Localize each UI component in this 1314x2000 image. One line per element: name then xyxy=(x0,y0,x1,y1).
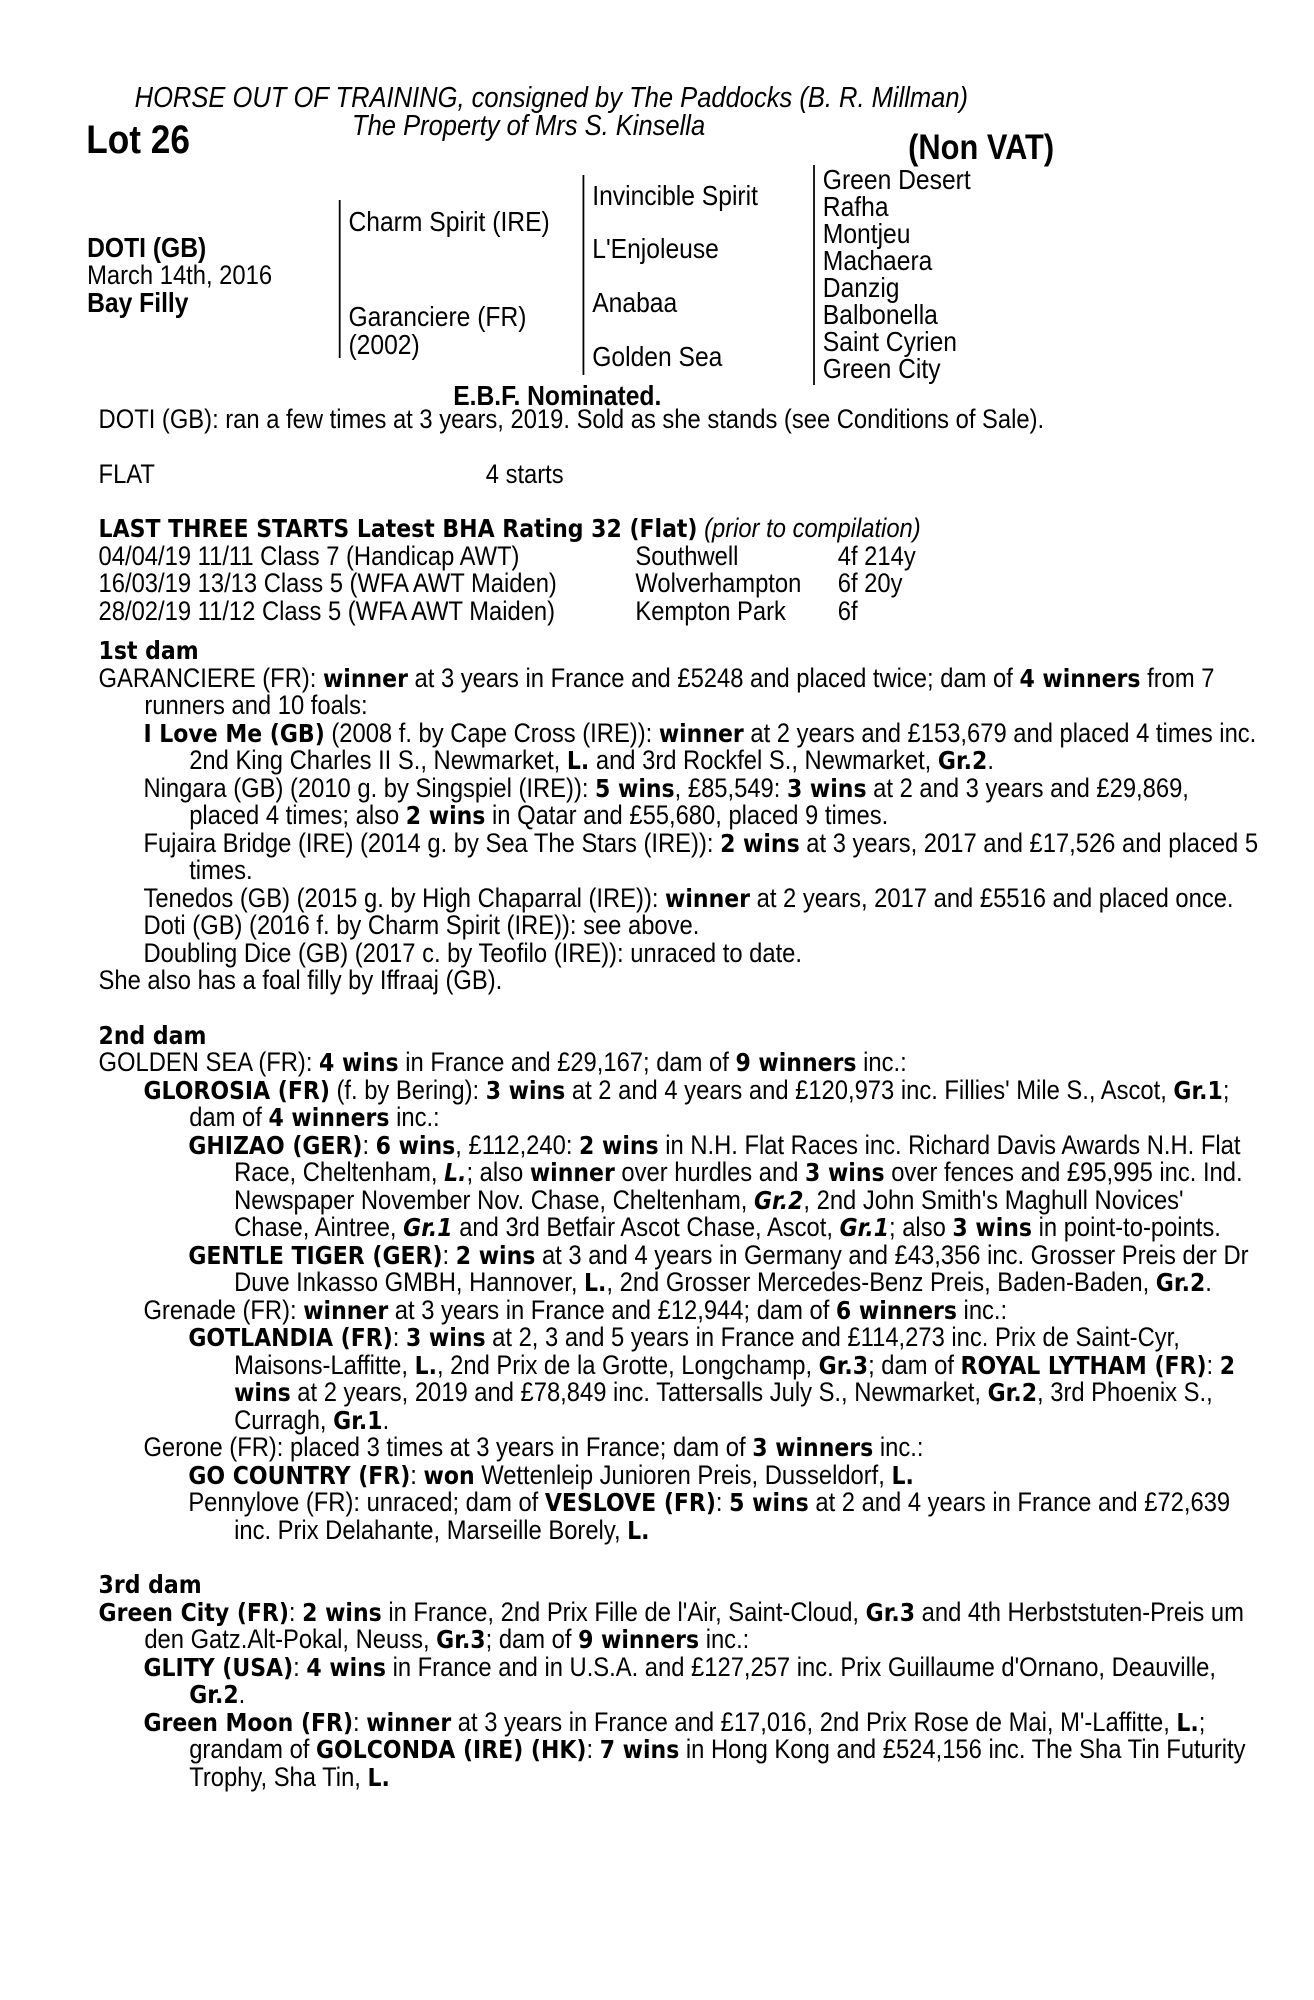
dam1-foal-note: She also has a foal filly by Iffraaj (GB). xyxy=(98,965,503,995)
pedigree-gen4: Green City xyxy=(822,353,941,384)
text: , 2nd Grosser Mercedes-Benz Preis, Baden-Baden, xyxy=(606,1267,1156,1297)
text: . xyxy=(987,745,994,775)
pedigree-dam: Garanciere (FR) xyxy=(348,301,527,332)
text: over hurdles and xyxy=(614,1157,806,1187)
race-course: Southwell xyxy=(635,540,739,571)
text: Gerone (FR): placed 3 times at 3 years in France; dam of xyxy=(143,1432,753,1462)
text: L. xyxy=(414,1350,437,1380)
text: L. xyxy=(566,746,590,775)
dam2-grandproduce xyxy=(99,1489,1261,1544)
text: GO COUNTRY (FR) xyxy=(188,1460,411,1490)
text: , 2nd John Smith's Maghull Novices' Chase, Aintree, xyxy=(234,1184,1184,1242)
dam2-produce xyxy=(99,1074,1261,1132)
text: 4 wins xyxy=(319,1048,399,1077)
dam2-grandproduce xyxy=(99,1239,1261,1297)
text: at 3 years in France and £17,016, 2nd Prix Rose de Mai, M'-Laffitte, xyxy=(451,1706,1177,1737)
pedigree-gen4: Montjeu xyxy=(822,218,911,249)
text: : xyxy=(586,1734,600,1764)
dam2-grandproduce xyxy=(99,1459,1261,1490)
text: in France and £29,167; dam of xyxy=(398,1047,736,1077)
text: 2 wins xyxy=(405,801,486,830)
lot-number: Lot 26 xyxy=(86,118,190,162)
text: 3 wins xyxy=(405,1323,486,1352)
text: and 4th Herbststuten-Preis um den Gatz.Alt-Pokal, Neuss, xyxy=(144,1596,1244,1654)
text: 7 wins xyxy=(599,1735,680,1764)
text: in France and in U.S.A. and £127,257 inc. Prix Guillaume d'Ornano, Deauville, xyxy=(385,1651,1216,1682)
text: ; dam of xyxy=(189,1074,1230,1132)
text: GOLDEN SEA (FR): xyxy=(98,1047,320,1077)
text: 3 wins xyxy=(485,1075,566,1105)
pedigree-gen3: Golden Sea xyxy=(592,341,723,372)
pedigree-gen4: Green Desert xyxy=(822,164,971,195)
text: in France, 2nd Prix Fille de l'Air, Saint-Cloud, xyxy=(381,1596,866,1627)
dam3-produce xyxy=(99,1651,1261,1709)
flat-starts: 4 starts xyxy=(485,458,564,489)
text: : xyxy=(293,1651,307,1682)
pedigree-gen4: Balbonella xyxy=(822,299,938,330)
last-three-title: LAST THREE STARTS Latest BHA Rating 32 (Flat) xyxy=(98,514,698,543)
pedigree-dam-year: (2002) xyxy=(348,329,420,360)
catalogue-body xyxy=(99,406,1261,1791)
text: . xyxy=(238,1679,246,1709)
dam1-heading: 1st dam xyxy=(98,636,199,665)
text: . xyxy=(1205,1267,1212,1297)
text: 3 wins xyxy=(952,1213,1033,1242)
text: Tenedos (GB) (2015 g. by High Chaparral (IRE)): xyxy=(143,882,666,913)
race-row xyxy=(99,570,1261,598)
text: at 3 years, 2017 and £17,526 and placed 5 times. xyxy=(189,827,1259,885)
text: in Hong Kong and £524,156 inc. The Sha Tin Futurity Trophy, Sha Tin, xyxy=(189,1734,1246,1792)
text: , £85,549: xyxy=(674,772,787,803)
text: inc.: xyxy=(873,1432,924,1462)
dam1-produce: Doubling Dice (GB) (2017 c. by Teofilo (IRE)): unraced to date. xyxy=(143,937,802,968)
text: . xyxy=(382,1404,390,1435)
text: winner xyxy=(529,1158,615,1187)
text: 5 wins xyxy=(729,1488,809,1517)
text: 2 wins xyxy=(579,1130,659,1160)
dam1-produce: Doti (GB) (2016 f. by Charm Spirit (IRE)): see above. xyxy=(143,910,700,940)
dam2-produce xyxy=(99,1434,1261,1462)
dam1-produce xyxy=(99,717,1261,775)
text: ; also xyxy=(466,1157,530,1187)
text: at 2 and 4 years and £120,973 inc. Fillies' Mile S., Ascot, xyxy=(565,1074,1174,1105)
pedigree-sire: Charm Spirit (IRE) xyxy=(348,206,550,237)
text: in point-to-points. xyxy=(1032,1212,1221,1242)
pedigree-line-2 xyxy=(583,175,585,375)
text: and 3rd Rockfel S., Newmarket, xyxy=(589,745,938,775)
text: at 3 years in France and £12,944; dam of xyxy=(388,1294,836,1325)
text: Green City (FR) xyxy=(98,1597,289,1627)
text: Gr.3 xyxy=(436,1625,486,1654)
dam2-heading: 2nd dam xyxy=(98,1020,207,1050)
dam3-produce xyxy=(99,1706,1261,1792)
text: winner xyxy=(366,1707,452,1737)
text: at 2 years and £153,679 and placed 4 times inc. 2nd King Charles II S., Newmarket, xyxy=(189,717,1257,775)
text: Gr.1 xyxy=(839,1213,890,1242)
text: GLOROSIA (FR) xyxy=(143,1075,330,1105)
text: winner xyxy=(665,883,751,913)
text: GOTLANDIA (FR) xyxy=(188,1323,393,1352)
horse-sex: Bay Filly xyxy=(87,287,189,318)
text: in N.H. Flat Races inc. Richard Davis Awards N.H. Flat Race, Cheltenham, xyxy=(234,1129,1241,1187)
text: Pennylove (FR): unraced; dam of xyxy=(188,1487,545,1517)
text: at 2 and 4 years in France and £72,639 inc. Prix Delahante, Marseille Borely, xyxy=(234,1487,1231,1545)
text: Gr.2 xyxy=(987,1378,1038,1407)
text: at 2, 3 and 5 years in France and £114,273 inc. Prix de Saint-Cyr, Maisons-Laffitte, xyxy=(234,1322,1180,1380)
text: ; dam of xyxy=(868,1349,961,1380)
text: and 3rd Betfair Ascot Chase, Ascot, xyxy=(452,1212,840,1242)
text: 2 wins xyxy=(234,1350,1236,1407)
text: 4 winners xyxy=(268,1103,390,1132)
dam1-produce xyxy=(99,882,1261,913)
text: : xyxy=(1206,1349,1220,1380)
text: (f. by Bering): xyxy=(329,1074,486,1105)
text: inc.: xyxy=(856,1047,907,1077)
dam1-produce xyxy=(99,772,1261,830)
text: 2 wins xyxy=(302,1597,382,1627)
dam3-paragraph xyxy=(98,1596,1261,1654)
text: L. xyxy=(444,1158,467,1187)
text: ; grandam of xyxy=(189,1706,1206,1764)
summary: DOTI (GB): ran a few times at 3 years, 2019. Sold as she stands (see Conditions of Sale). xyxy=(98,404,1045,434)
text: Gr.2 xyxy=(753,1185,804,1215)
race-desc: 28/02/19 11/12 Class 5 (WFA AWT Maiden) xyxy=(98,595,556,626)
text: Ningara (GB) (2010 g. by Singspiel (IRE)): xyxy=(143,772,596,803)
text: from 7 runners and 10 foals: xyxy=(144,662,1215,720)
flat-record xyxy=(98,458,1261,489)
dam2-paragraph xyxy=(99,1049,1261,1077)
text: : xyxy=(410,1459,424,1490)
text: Gr.3 xyxy=(865,1597,916,1627)
text: : xyxy=(288,1596,303,1627)
text: GENTLE TIGER (GER) xyxy=(188,1240,443,1270)
last-three-note: (prior to compilation) xyxy=(704,513,921,543)
text: , 3rd Phoenix S., Curragh, xyxy=(234,1377,1213,1435)
text: won xyxy=(423,1460,475,1490)
text: 9 winners xyxy=(578,1625,700,1654)
dam2-produce xyxy=(99,1294,1261,1325)
text: 3 winners xyxy=(752,1433,874,1462)
text: GLITY (USA) xyxy=(143,1652,294,1682)
text: winner xyxy=(322,663,408,693)
text: : xyxy=(353,1706,367,1737)
text: 9 winners xyxy=(735,1048,857,1077)
text: Gr.2 xyxy=(937,746,988,775)
text: at 3 and 4 years in Germany and £43,356 inc. Grosser Preis der Dr Duve Inkasso GMBH, Hannover, xyxy=(234,1239,1249,1297)
text: L. xyxy=(1176,1707,1199,1737)
pedigree-gen4: Danzig xyxy=(822,272,900,303)
race-distance: 6f 20y xyxy=(837,568,903,598)
text: 4 wins xyxy=(306,1652,386,1682)
text: in Qatar and £55,680, placed 9 times. xyxy=(485,800,889,830)
text: GOLCONDA (IRE) (HK) xyxy=(316,1735,587,1764)
text: 6 winners xyxy=(835,1295,957,1325)
text: L. xyxy=(891,1460,914,1490)
text: L. xyxy=(584,1268,607,1297)
pedigree-line-1 xyxy=(339,200,341,358)
text: over fences and £95,995 inc. Ind. Newspaper November Nov. Chase, Cheltenham, xyxy=(234,1157,1243,1215)
horse-name: DOTI (GB) xyxy=(87,232,207,263)
text: at 2 years, 2017 and £5516 and placed once. xyxy=(750,882,1234,913)
text: : xyxy=(362,1129,376,1160)
pedigree-gen3: Anabaa xyxy=(592,287,678,318)
text: (2008 f. by Cape Cross (IRE)): xyxy=(324,717,659,748)
race-distance: 4f 214y xyxy=(837,540,916,571)
text: 5 wins xyxy=(595,773,675,803)
race-row xyxy=(98,540,1261,571)
pedigree-line-3 xyxy=(813,165,815,385)
vat-status: (Non VAT) xyxy=(908,128,1055,167)
text: GARANCIERE (FR): xyxy=(98,662,323,693)
text: : xyxy=(392,1322,406,1352)
ebf-nominated: E.B.F. Nominated. xyxy=(453,380,662,411)
text: L. xyxy=(367,1762,390,1792)
text: Gr.1 xyxy=(1173,1075,1223,1105)
dam1-produce xyxy=(99,827,1261,885)
horse-foaled: March 14th, 2016 xyxy=(87,260,273,290)
race-course: Kempton Park xyxy=(635,595,786,626)
property-line: The Property of Mrs S. Kinsella xyxy=(352,110,706,142)
text: 2 wins xyxy=(455,1240,536,1270)
text: at 2 and 3 years and £29,869, placed 4 times; also xyxy=(189,772,1189,830)
text: I Love Me (GB) xyxy=(143,718,325,748)
text: inc.: xyxy=(389,1102,440,1132)
text: 3 wins xyxy=(805,1158,885,1187)
text: inc.: xyxy=(956,1294,1008,1325)
text: inc.: xyxy=(699,1624,750,1654)
pedigree-gen4: Machaera xyxy=(822,245,933,276)
text: : xyxy=(442,1239,456,1270)
text: L. xyxy=(627,1515,650,1545)
text: VESLOVE (FR) xyxy=(544,1488,716,1517)
text: 4 winners xyxy=(1019,663,1141,693)
race-row xyxy=(98,595,1261,626)
consignor-line: HORSE OUT OF TRAINING, consigned by The Paddocks (B. R. Millman) xyxy=(134,82,969,114)
race-distance: 6f xyxy=(837,595,858,626)
last-three-heading xyxy=(99,515,1261,543)
text: Green Moon (FR) xyxy=(143,1707,354,1737)
dam1-paragraph xyxy=(98,662,1261,720)
race-course: Wolverhampton xyxy=(635,568,802,598)
pedigree-gen4: Rafha xyxy=(822,191,889,222)
dam2-grandproduce xyxy=(99,1324,1261,1434)
dam2-grandproduce xyxy=(99,1129,1261,1242)
text: at 3 years in France and £5248 and placed twice; dam of xyxy=(407,662,1020,693)
text: GHIZAO (GER) xyxy=(188,1130,363,1160)
text: Gr.2 xyxy=(1155,1268,1206,1297)
text: ROYAL LYTHAM (FR) xyxy=(960,1350,1207,1380)
text: ; dam of xyxy=(485,1624,579,1654)
text: at 2 years, 2019 and £78,849 inc. Tattersalls July S., Newmarket, xyxy=(290,1377,988,1407)
text: Fujaira Bridge (IRE) (2014 g. by Sea The Stars (IRE)): xyxy=(143,827,721,858)
text: Gr.1 xyxy=(403,1213,453,1242)
flat-label: FLAT xyxy=(98,458,155,489)
text: , £112,240: xyxy=(455,1129,580,1160)
dam3-heading: 3rd dam xyxy=(98,1570,202,1599)
text: Gr.3 xyxy=(818,1350,869,1380)
text: winner xyxy=(658,718,744,748)
text: , 2nd Prix de la Grotte, Longchamp, xyxy=(436,1349,819,1380)
text: Wettenleip Junioren Preis, Dusseldorf, xyxy=(474,1459,892,1490)
race-desc: 16/03/19 13/13 Class 5 (WFA AWT Maiden) xyxy=(98,568,557,598)
text: Grenade (FR): xyxy=(143,1294,304,1325)
text: Gr.1 xyxy=(333,1405,383,1435)
text: 3 wins xyxy=(786,773,867,803)
pedigree-gen4: Saint Cyrien xyxy=(822,326,958,357)
pedigree-gen3: Invincible Spirit xyxy=(592,180,758,211)
race-desc: 04/04/19 11/11 Class 7 (Handicap AWT) xyxy=(98,540,520,571)
text: 6 wins xyxy=(375,1130,456,1160)
text: ; also xyxy=(889,1212,953,1242)
text: Gr.2 xyxy=(189,1680,239,1709)
pedigree-gen3: L'Enjoleuse xyxy=(592,233,719,264)
text: : xyxy=(715,1487,730,1517)
text: winner xyxy=(303,1295,389,1325)
text: 2 wins xyxy=(720,828,800,858)
